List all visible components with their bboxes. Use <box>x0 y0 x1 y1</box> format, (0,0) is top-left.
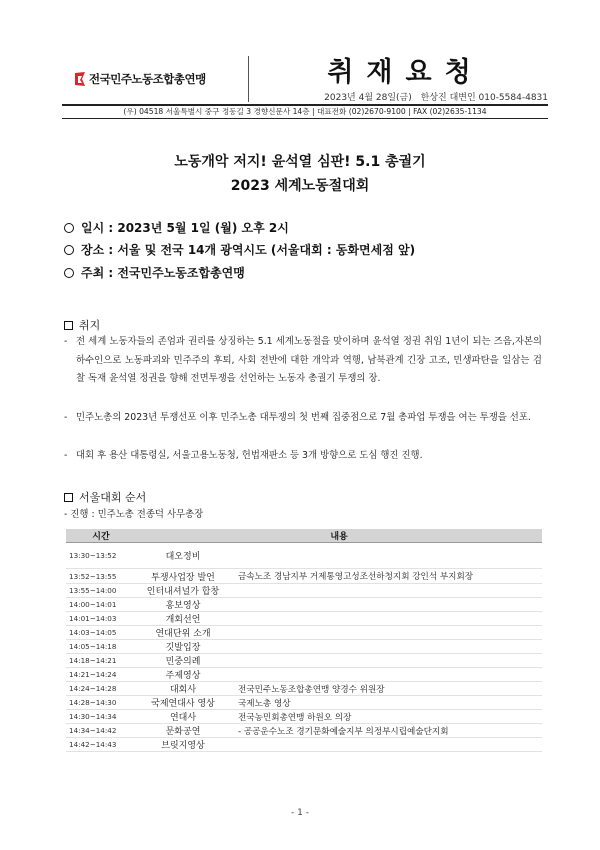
date-contact-line <box>250 90 548 103</box>
table-row <box>66 584 542 598</box>
info-text: 주최 : 전국민주노동조합총연맹 <box>81 266 245 280</box>
schedule-time: 14:03~14:05 <box>66 626 136 640</box>
schedule-time: 13:30~13:52 <box>66 543 136 569</box>
schedule-time: 14:34~14:42 <box>66 724 136 738</box>
event-title: 노동개악 저지! 윤석열 심판! 5.1 총궐기 <box>174 154 426 170</box>
schedule-description: 전국농민회총연맹 하원오 의장 <box>230 710 542 724</box>
schedule-program: 인터내셔널가 합창 <box>136 584 230 598</box>
table-row <box>66 626 542 640</box>
section-heading-text: 취지 <box>79 319 101 332</box>
schedule-description <box>230 640 542 654</box>
schedule-heading <box>64 489 146 505</box>
schedule-description <box>230 626 542 640</box>
circle-bullet-icon <box>64 245 74 255</box>
schedule-program: 주제영상 <box>136 668 230 682</box>
org-logo <box>62 56 248 102</box>
schedule-time: 14:01~14:03 <box>66 612 136 626</box>
schedule-time: 14:18~14:21 <box>66 654 136 668</box>
table-row <box>66 543 542 569</box>
table-row <box>66 654 542 668</box>
table-row <box>66 668 542 682</box>
square-bullet-icon <box>64 321 73 330</box>
table-row <box>66 724 542 738</box>
schedule-time: 14:05~14:18 <box>66 640 136 654</box>
schedule-description <box>230 738 542 752</box>
schedule-program: 연대단위 소개 <box>136 626 230 640</box>
circle-bullet-icon <box>64 268 74 278</box>
org-name: 전국민주노동조합총연맹 <box>89 72 206 86</box>
table-row <box>66 612 542 626</box>
schedule-program: 대오정비 <box>136 543 230 569</box>
schedule-description <box>230 612 542 626</box>
schedule-time: 13:52~13:55 <box>66 569 136 584</box>
purpose-heading <box>64 317 100 333</box>
schedule-time: 14:21~14:24 <box>66 668 136 682</box>
header-divider <box>248 56 249 102</box>
schedule-time: 14:42~14:43 <box>66 738 136 752</box>
table-row <box>66 696 542 710</box>
spokesperson-contact: 한상진 대변인 010-5584-4831 <box>420 93 548 103</box>
schedule-program: 문화공연 <box>136 724 230 738</box>
purpose-bullet: - 대회 후 용산 대통령실, 서울고용노동청, 헌법재판소 등 3개 방향으로 도심 행진 진행. <box>64 447 542 466</box>
col-header-content: 내용 <box>136 529 542 543</box>
table-row <box>66 598 542 612</box>
schedule-table <box>66 529 542 752</box>
bullet-text: 민주노총의 2023년 투쟁선포 이후 민주노총 대투쟁의 첫 번째 집중점으로 7월 총파업 투쟁을 여는 투쟁을 선포. <box>76 412 531 423</box>
table-row <box>66 682 542 696</box>
schedule-description: - 공공운수노조 경기문화예술지부 의정부시립예술단지회 <box>230 724 542 738</box>
schedule-program: 민중의례 <box>136 654 230 668</box>
table-row <box>66 738 542 752</box>
doc-title: 취재요청 <box>327 57 484 88</box>
schedule-description: 전국민주노동조합총연맹 양경수 위원장 <box>230 682 542 696</box>
schedule-time: 14:30~14:34 <box>66 710 136 724</box>
schedule-description <box>230 598 542 612</box>
schedule-time: 13:55~14:00 <box>66 584 136 598</box>
release-date: 2023년 4월 28일(금) <box>324 93 412 103</box>
col-header-time: 시간 <box>66 529 136 543</box>
table-row <box>66 710 542 724</box>
schedule-program: 브릿지영상 <box>136 738 230 752</box>
host-line: - 진행 : 민주노총 전종덕 사무총장 <box>64 509 204 520</box>
schedule-description <box>230 584 542 598</box>
document-header <box>62 56 548 106</box>
circle-bullet-icon <box>64 223 74 233</box>
purpose-bullet: - 전 세계 노동자들의 존엄과 권리를 상징하는 5.1 세계노동절을 맞이하며 윤석열 정권 취임 1년이 되는 즈음,자본의 하수인으로 노동파괴와 민주주의 후퇴, 사회 전반에 대한 개악과 역행, 남북관계 긴장 고조, 민생파탄을 일삼는 검찰 독재 윤석열 정권을 향해 전면투쟁을 선언하는 노동자 총궐기 투쟁의 장. <box>64 333 542 389</box>
schedule-program: 연대사 <box>136 710 230 724</box>
schedule-program: 개회선언 <box>136 612 230 626</box>
schedule-description: 금속노조 경남지부 거제통영고성조선하청지회 강인석 부지회장 <box>230 569 542 584</box>
page-number: - 1 - <box>291 808 309 818</box>
schedule-time: 14:28~14:30 <box>66 696 136 710</box>
schedule-program: 국제연대사 영상 <box>136 696 230 710</box>
info-location <box>64 241 415 258</box>
schedule-program: 대회사 <box>136 682 230 696</box>
info-text: 장소 : 서울 및 전국 14개 광역시도 (서울대회 : 동화면세점 앞) <box>81 243 416 257</box>
purpose-bullet: - 민주노총의 2023년 투쟁선포 이후 민주노총 대투쟁의 첫 번째 집중점으로 7월 총파업 투쟁을 여는 투쟁을 선포. <box>64 409 542 428</box>
square-bullet-icon <box>64 493 73 502</box>
info-text: 일시 : 2023년 5월 1일 (월) 오후 2시 <box>81 221 289 235</box>
schedule-time: 14:24~14:28 <box>66 682 136 696</box>
host-text: 진행 : 민주노총 전종덕 사무총장 <box>70 509 204 520</box>
event-subtitle: 2023 세계노동절대회 <box>230 178 370 194</box>
table-row <box>66 569 542 584</box>
section-heading-text: 서울대회 순서 <box>79 491 147 504</box>
schedule-program: 깃발입장 <box>136 640 230 654</box>
schedule-description <box>230 668 542 682</box>
schedule-time: 14:00~14:01 <box>66 598 136 612</box>
bullet-text: 전 세계 노동자들의 존엄과 권리를 상징하는 5.1 세계노동절을 맞이하며 윤석열 정권 취임 1년이 되는 즈음,자본의 하수인으로 노동파괴와 민주주의 후퇴, 사회 전반에 대한 개악과 역행, 남북관계 긴장 고조, 민생파탄을 일삼는 검찰 독재 윤석열 정권을 향해 전면투쟁을 선언하는 노동자 총궐기 투쟁의 장. <box>76 336 542 384</box>
table-header-row <box>66 529 542 543</box>
info-datetime <box>64 219 289 236</box>
schedule-description <box>230 654 542 668</box>
schedule-description <box>230 543 542 569</box>
schedule-program: 홍보영상 <box>136 598 230 612</box>
kctu-flag-logo-icon <box>74 71 86 87</box>
table-row <box>66 640 542 654</box>
doc-title-box <box>250 56 548 90</box>
bullet-text: 대회 후 용산 대통령실, 서울고용노동청, 헌법재판소 등 3개 방향으로 도심 행진 진행. <box>76 450 423 461</box>
address-bar: (우) 04518 서울특별시 중구 정동길 3 경향신문사 14층 | 대표전화 (02)2670-9100 | FAX (02)2635-1134 <box>62 104 548 119</box>
schedule-description: 국제노총 영상 <box>230 696 542 710</box>
info-organizer <box>64 264 245 281</box>
schedule-program: 투쟁사업장 발언 <box>136 569 230 584</box>
